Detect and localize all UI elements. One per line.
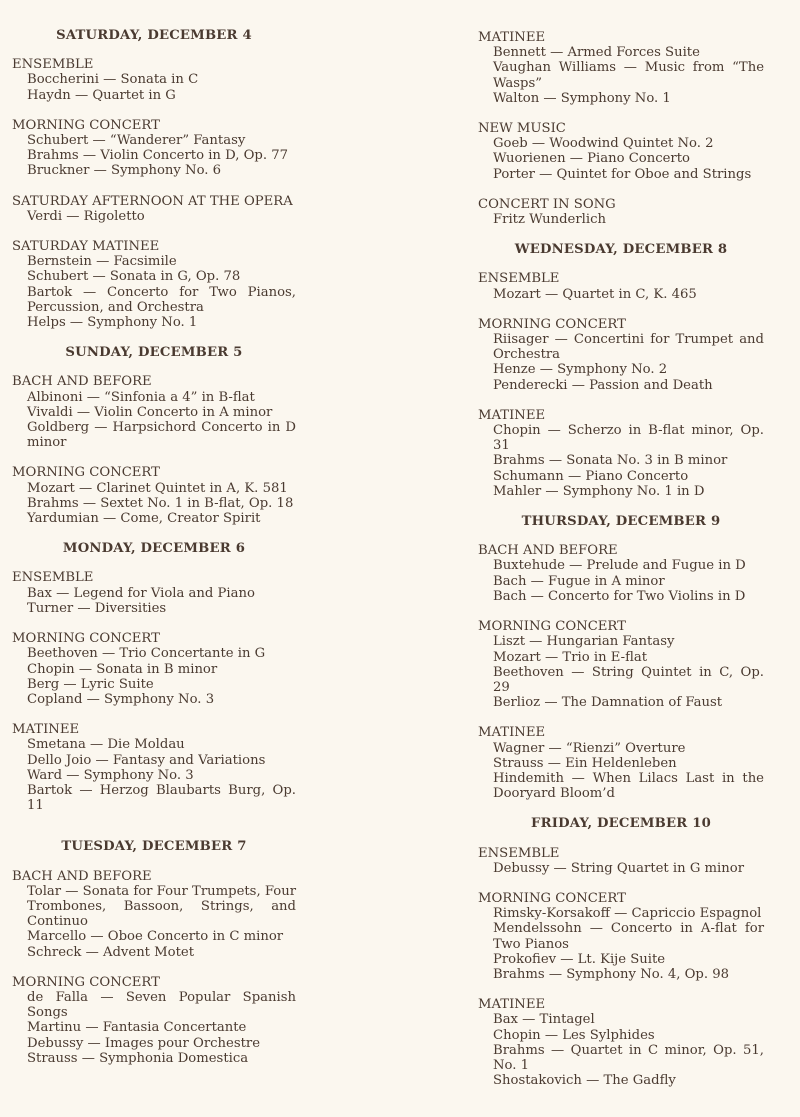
section-title: MORNING CONCERT (478, 619, 626, 635)
program-section (478, 121, 764, 182)
section-title: ENSEMBLE (12, 570, 94, 586)
section-title: SATURDAY MATINEE (12, 239, 160, 255)
program-item: Copland — Symphony No. 3 (27, 691, 215, 707)
program-item: Dello Joio — Fantasy and Variations (27, 752, 266, 768)
section-title: ENSEMBLE (478, 271, 560, 287)
program-section (478, 725, 764, 801)
program-section (478, 197, 764, 227)
day-heading: THURSDAY, DECEMBER 9 (521, 514, 721, 530)
section-title: MORNING CONCERT (12, 974, 160, 990)
program-item: Mozart — Trio in E-flat (493, 649, 648, 665)
program-item: Bruckner — Symphony No. 6 (27, 163, 222, 179)
day-heading: SUNDAY, DECEMBER 5 (65, 345, 243, 361)
program-item: Schubert — Sonata in G, Op. 78 (27, 269, 241, 285)
program-item: Mozart — Clarinet Quintet in A, K. 581 (27, 480, 288, 496)
program-item: Ward — Symphony No. 3 (27, 767, 194, 783)
program-item: Fritz Wunderlich (493, 212, 606, 228)
right-column (478, 30, 764, 1103)
program-item: Mahler — Symphony No. 1 in D (493, 483, 705, 499)
program-item: Bax — Tintagel (493, 1012, 595, 1028)
program-item: Mozart — Quartet in C, K. 465 (493, 286, 697, 302)
program-item: Goldberg — Harpsichord Concerto in D minor (27, 420, 296, 451)
day-block (478, 30, 764, 227)
left-column (12, 28, 296, 1081)
program-section (478, 30, 764, 106)
program-item: Turner — Diversities (27, 600, 167, 616)
program-section (12, 570, 296, 616)
program-section (478, 846, 764, 876)
program-item: Porter — Quintet for Oboe and Strings (493, 166, 752, 182)
program-item: Berlioz — The Damnation of Faust (493, 695, 723, 711)
program-item: Henze — Symphony No. 2 (493, 362, 668, 378)
day-block (478, 514, 764, 801)
program-section (12, 374, 296, 450)
section-title: MORNING CONCERT (478, 890, 626, 906)
program-item: Mendelssohn — Concerto in A-flat for Two Pianos (493, 921, 764, 952)
day-block (478, 242, 764, 499)
section-title: MATINEE (478, 407, 546, 423)
program-item: Vivaldi — Violin Concerto in A minor (27, 404, 273, 420)
program-item: Smetana — Die Moldau (27, 737, 185, 753)
program-item: Liszt — Hungarian Fantasy (493, 634, 675, 650)
program-item: Boccherini — Sonata in C (27, 72, 199, 88)
program-item: Penderecki — Passion and Death (493, 377, 713, 393)
day-heading: TUESDAY, DECEMBER 7 (61, 839, 247, 855)
section-title: ENSEMBLE (478, 845, 560, 861)
program-item: Marcello — Oboe Concerto in C minor (27, 929, 284, 945)
section-title: MORNING CONCERT (478, 316, 626, 332)
program-section (478, 997, 764, 1088)
program-section (12, 239, 296, 330)
day-block (12, 541, 296, 813)
program-item: Buxtehude — Prelude and Fugue in D (493, 558, 746, 574)
program-item: Shostakovich — The Gadfly (493, 1073, 676, 1089)
program-item: Schumann — Piano Concerto (493, 468, 689, 484)
section-title: MATINEE (478, 725, 546, 741)
section-title: MATINEE (12, 722, 80, 738)
program-item: Berg — Lyric Suite (27, 676, 154, 692)
day-heading: FRIDAY, DECEMBER 10 (531, 816, 711, 832)
program-item: Bach — Concerto for Two Violins in D (493, 588, 746, 604)
program-item: Bax — Legend for Viola and Piano (27, 585, 255, 601)
program-item: Hindemith — When Lilacs Last in the Dooryard Bloom’d (493, 770, 764, 802)
section-title: MORNING CONCERT (12, 117, 160, 133)
program-item: Bennett — Armed Forces Suite (493, 45, 700, 61)
program-item: Brahms — Symphony No. 4, Op. 98 (493, 966, 730, 982)
section-title: NEW MUSIC (478, 121, 566, 137)
program-item: Rimsky-Korsakoff — Capriccio Espagnol (493, 906, 762, 922)
program-item: Haydn — Quartet in G (27, 87, 176, 103)
program-item: Debussy — Images pour Orchestre (27, 1035, 260, 1051)
program-section (478, 271, 764, 301)
program-section (478, 317, 764, 393)
section-title: MORNING CONCERT (12, 631, 160, 647)
day-block (12, 345, 296, 526)
section-title: BACH AND BEFORE (12, 868, 152, 884)
program-item: Bernstein — Facsimile (27, 254, 177, 270)
program-item: Strauss — Symphonia Domestica (27, 1050, 249, 1066)
program-section (12, 869, 296, 960)
day-heading: SATURDAY, DECEMBER 4 (56, 28, 252, 43)
section-title: MORNING CONCERT (12, 465, 160, 481)
program-item: Albinoni — “Sinfonia a 4” in B-flat (27, 389, 255, 405)
program-item: Helps — Symphony No. 1 (27, 315, 198, 331)
program-item: Bach — Fugue in A minor (493, 573, 665, 589)
program-item: Schubert — “Wanderer” Fantasy (27, 133, 246, 149)
program-section (478, 543, 764, 604)
section-title: SATURDAY AFTERNOON AT THE OPERA (12, 193, 293, 209)
program-item: Chopin — Les Sylphides (493, 1027, 655, 1043)
section-title: MATINEE (478, 997, 546, 1013)
program-item: Brahms — Quartet in C minor, Op. 51, No. 1 (493, 1042, 764, 1073)
program-item: Brahms — Violin Concerto in D, Op. 77 (27, 148, 289, 164)
program-item: Prokofiev — Lt. Kije Suite (493, 951, 666, 967)
program-item: Bartok — Concerto for Two Pianos, Percussion, and Orchestra (27, 284, 296, 315)
program-item: Riisager — Concertini for Trumpet and Orchestra (493, 332, 764, 363)
program-item: Martinu — Fantasia Concertante (27, 1020, 247, 1036)
day-block (478, 816, 764, 1088)
program-item: Strauss — Ein Heldenleben (493, 755, 677, 771)
program-section (478, 408, 764, 499)
section-title: ENSEMBLE (12, 57, 94, 73)
program-item: Wuorienen — Piano Concerto (493, 151, 690, 167)
program-item: Vaughan Williams — Music from “The Wasps” (493, 60, 764, 91)
day-heading: WEDNESDAY, DECEMBER 8 (514, 242, 728, 258)
program-section (12, 465, 296, 526)
program-item: Wagner — “Rienzi” Overture (493, 740, 686, 756)
program-section (12, 118, 296, 179)
program-section (478, 891, 764, 982)
section-title: MATINEE (478, 30, 546, 45)
section-title: BACH AND BEFORE (478, 543, 618, 559)
section-title: CONCERT IN SONG (478, 196, 616, 212)
program-item: Brahms — Sonata No. 3 in B minor (493, 453, 728, 469)
day-block (12, 839, 296, 1066)
program-item: Tolar — Sonata for Four Trumpets, Four Trombones, Bassoon, Strings, and Continuo (27, 883, 296, 930)
program-section (478, 619, 764, 710)
program-item: Debussy — String Quartet in G minor (493, 860, 745, 876)
section-title: BACH AND BEFORE (12, 374, 152, 390)
day-heading: MONDAY, DECEMBER 6 (62, 541, 246, 557)
program-item: Schreck — Advent Motet (27, 944, 195, 960)
program-item: Walton — Symphony No. 1 (493, 90, 671, 106)
program-section (12, 194, 296, 224)
program-item: Beethoven — String Quintet in C, Op. 29 (493, 664, 764, 695)
program-item: Chopin — Scherzo in B-flat minor, Op. 31 (493, 423, 764, 454)
program-item: Goeb — Woodwind Quintet No. 2 (493, 136, 714, 152)
program-section (12, 631, 296, 707)
program-item: Chopin — Sonata in B minor (27, 661, 218, 677)
program-item: Brahms — Sextet No. 1 in B-flat, Op. 18 (27, 495, 294, 511)
program-item: de Falla — Seven Popular Spanish Songs (27, 989, 296, 1021)
program-item: Bartok — Herzog Blaubarts Burg, Op. 11 (27, 782, 296, 814)
program-section (12, 57, 296, 103)
program-section (12, 722, 296, 813)
program-item: Beethoven — Trio Concertante in G (27, 646, 266, 662)
program-item: Yardumian — Come, Creator Spirit (27, 511, 261, 527)
program-item: Verdi — Rigoletto (27, 208, 145, 224)
program-section (12, 975, 296, 1066)
day-block (12, 28, 296, 330)
